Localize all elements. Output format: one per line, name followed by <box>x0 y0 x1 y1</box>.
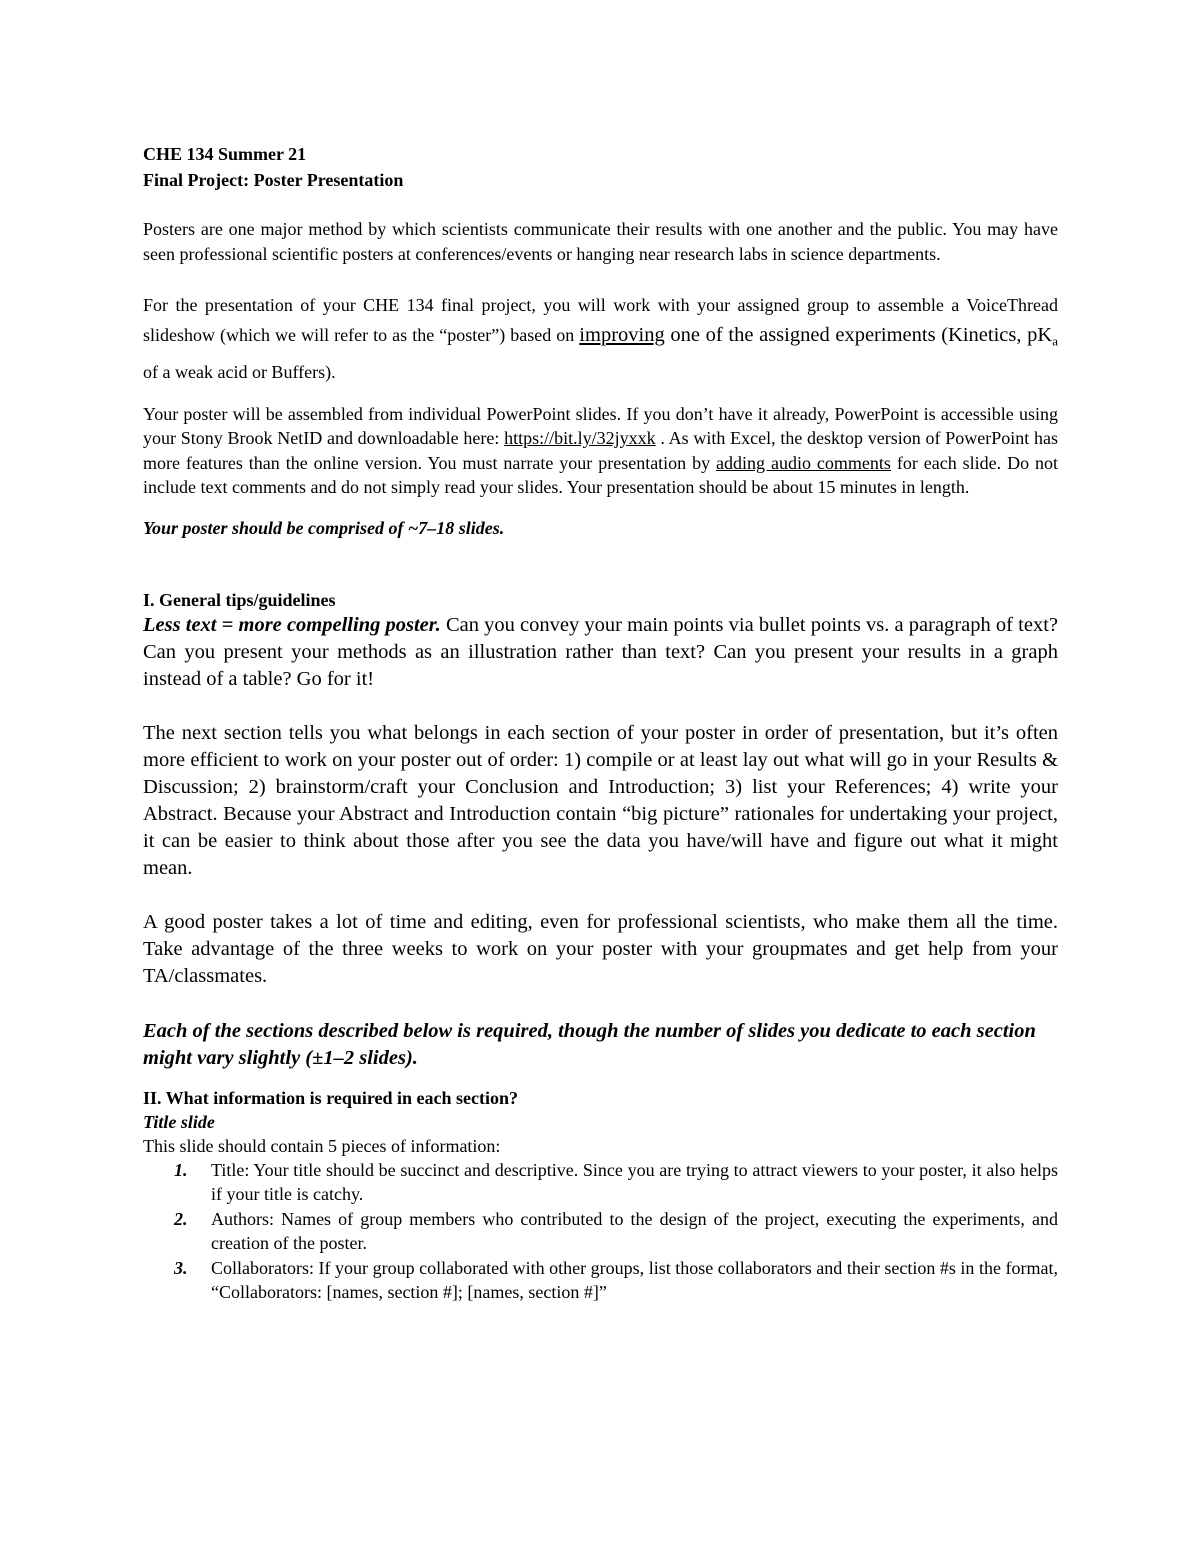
section-1-heading: I. General tips/guidelines <box>143 589 336 610</box>
required-sections-note: Each of the sections described below is required, though the number of slides you dedicate to each section might vary slightly (±1–2 slides). <box>143 1019 1036 1069</box>
title-slide-requirements-list <box>143 1158 1058 1305</box>
presentation-paragraph <box>143 290 1058 387</box>
presentation-text-mid: one of the assigned experiments (Kinetics, pK <box>664 324 1053 346</box>
powerpoint-text-end: for each slide. Do not include text comments and do not simply read your slides. Your presentation should be about 15 minutes in length. <box>143 452 1059 498</box>
audio-comments-emphasis: adding audio comments <box>716 452 891 473</box>
slides-count-note: Your poster should be comprised of ~7–18 slides. <box>143 517 505 538</box>
title-slide-intro: This slide should contain 5 pieces of information: <box>143 1135 501 1156</box>
section-2-heading: II. What information is required in each section? <box>143 1087 519 1108</box>
pka-subscript: a <box>1052 333 1058 349</box>
list-item-number: 3. <box>174 1257 188 1278</box>
powerpoint-download-link[interactable]: https://bit.ly/32jyxxk <box>504 428 656 449</box>
powerpoint-text-mid: . As with Excel, the desktop version of PowerPoint has more features than the online version. You must narrate your presentation by <box>143 428 1058 473</box>
presentation-text-start: For the presentation of your CHE 134 final project, you will work with your assigned group to assemble a VoiceThread slideshow (which we will refer to as the “poster”) based on <box>143 295 1058 345</box>
document-body <box>143 141 1058 1305</box>
document-title: Final Project: Poster Presentation <box>143 170 404 190</box>
presentation-text-end: of a weak acid or Buffers). <box>143 361 336 382</box>
tips-emphasis: Less text = more compelling poster. <box>143 613 441 636</box>
list-item-number: 1. <box>174 1159 188 1180</box>
next-section-paragraph: The next section tells you what belongs in each section of your poster in order of presentation, but it’s often more efficient to work on your poster out of order: 1) compile or at least lay out what will go in your Results & Discussion; 2) brainstorm/craft your Conclusion and Introduction; 3) list your References; 4) write your Abstract. Because your Abstract and Introduction contain “big picture” rationales for undertaking your project, it can be easier to think about those after you see the data you have/will have and figure out what it might mean. <box>143 721 1058 879</box>
posters-paragraph: Posters are one major method by which scientists communicate their results with one another and the public. You may have seen professional scientific posters at conferences/events or hanging near research labs in science departments. <box>143 219 1058 264</box>
list-item <box>143 1207 1058 1256</box>
title-slide-heading: Title slide <box>143 1111 215 1132</box>
list-item <box>143 1256 1058 1305</box>
document-header <box>143 141 1058 193</box>
list-item-text: Title: Your title should be succinct and descriptive. Since you are trying to attract viewers to your poster, it also helps if your title is catchy. <box>211 1159 1058 1205</box>
general-tips-paragraph <box>143 612 1058 693</box>
powerpoint-paragraph <box>143 402 1058 500</box>
course-title: CHE 134 Summer 21 <box>143 144 307 164</box>
list-item-text: Collaborators: If your group collaborated with other groups, list those collaborators and their section #s in the format, “Collaborators: [names, section #]; [names, section #]” <box>211 1257 1058 1303</box>
good-poster-paragraph: A good poster takes a lot of time and editing, even for professional scientists, who make them all the time. Take advantage of the three weeks to work on your poster with your groupmates and get help from your TA/classmates. <box>143 910 1058 987</box>
list-item-number: 2. <box>174 1208 188 1229</box>
powerpoint-text-start: Your poster will be assembled from individual PowerPoint slides. If you don’t have it already, PowerPoint is accessible using your Stony Brook NetID and downloadable here: <box>143 403 1058 449</box>
list-item-text: Authors: Names of group members who contributed to the design of the project, executing the experiments, and creation of the poster. <box>211 1208 1058 1254</box>
list-item <box>143 1158 1058 1207</box>
tips-text: Can you convey your main points via bullet points vs. a paragraph of text? Can you present your methods as an illustration rather than text? Can you present your results in a graph instead of a table? Go for it! <box>143 613 1058 690</box>
improving-emphasis: improving <box>579 324 665 346</box>
